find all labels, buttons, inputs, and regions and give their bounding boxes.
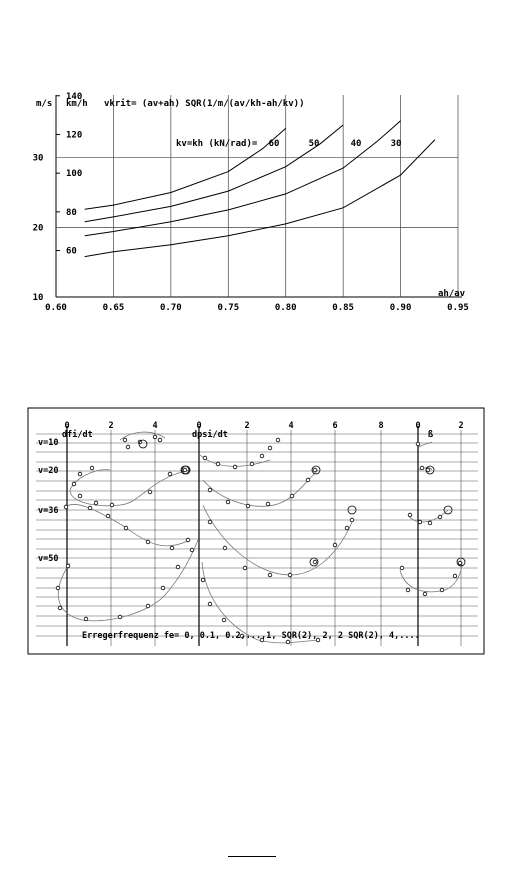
data-marker xyxy=(153,435,157,439)
top-tick-label: 6 xyxy=(332,421,338,431)
data-marker xyxy=(223,546,227,550)
series-label: 50 xyxy=(308,139,320,149)
trace-curve xyxy=(203,505,352,575)
data-marker xyxy=(216,462,220,466)
legend-caption: kv=kh (kN/rad)= xyxy=(176,139,258,149)
y-tick-label-kmh: 120 xyxy=(66,130,83,141)
data-marker xyxy=(416,442,420,446)
data-marker xyxy=(288,573,292,577)
data-marker xyxy=(243,566,247,570)
data-marker xyxy=(84,617,88,621)
data-marker xyxy=(106,514,110,518)
data-marker xyxy=(406,588,410,592)
data-marker xyxy=(268,573,272,577)
data-marker xyxy=(170,546,174,550)
x-tick-label: 0.80 xyxy=(274,303,297,313)
y-unit-ms: m/s xyxy=(36,99,53,109)
data-marker xyxy=(250,462,254,466)
top-tick-label: 2 xyxy=(458,421,464,431)
data-marker xyxy=(176,565,180,569)
data-marker xyxy=(458,561,462,565)
data-marker xyxy=(123,438,127,442)
trace-curve xyxy=(200,455,270,466)
data-marker xyxy=(208,488,212,492)
data-marker xyxy=(333,543,337,547)
data-marker xyxy=(190,548,194,552)
data-marker xyxy=(426,468,430,472)
data-marker xyxy=(428,521,432,525)
panel-label: ß xyxy=(428,430,434,440)
series-label: 40 xyxy=(350,139,362,149)
data-marker xyxy=(161,586,165,590)
row-label: v=36 xyxy=(38,506,59,516)
row-label: v=10 xyxy=(38,438,59,448)
data-marker xyxy=(203,456,207,460)
data-marker xyxy=(168,472,172,476)
trace-curve xyxy=(70,470,190,506)
data-marker xyxy=(276,438,280,442)
data-marker xyxy=(90,466,94,470)
data-marker xyxy=(72,482,76,486)
plot-frame xyxy=(28,408,484,654)
data-marker xyxy=(418,520,422,524)
data-marker xyxy=(208,520,212,524)
data-marker xyxy=(183,468,187,472)
top-tick-label: 8 xyxy=(378,421,384,431)
data-marker xyxy=(78,494,82,498)
data-marker xyxy=(124,526,128,530)
top-tick-label: 4 xyxy=(288,421,294,431)
x-tick-label: 0.85 xyxy=(332,303,354,313)
formula-text: vkrit= (av+ah) SQR(1/m/(av/kh-ah/kv)) xyxy=(104,99,305,109)
data-marker xyxy=(246,504,250,508)
x-tick-label: 0.75 xyxy=(217,303,240,313)
data-marker xyxy=(66,564,70,568)
data-marker xyxy=(345,526,349,530)
trace-curve xyxy=(65,504,190,546)
y-tick-label-ms: 10 xyxy=(32,293,44,303)
data-marker xyxy=(146,604,150,608)
x-axis-label: ah/av xyxy=(438,289,466,299)
y-unit-kmh: km/h xyxy=(66,99,88,109)
data-marker xyxy=(453,574,457,578)
data-marker xyxy=(201,578,205,582)
trace-curve xyxy=(58,540,198,621)
data-marker xyxy=(306,478,310,482)
data-marker xyxy=(208,602,212,606)
x-tick-label: 0.65 xyxy=(102,303,125,313)
data-marker xyxy=(148,490,152,494)
y-tick-label-ms: 30 xyxy=(32,153,44,164)
row-label: v=50 xyxy=(38,554,59,564)
x-tick-label: 0.70 xyxy=(160,303,182,313)
data-marker xyxy=(56,586,60,590)
trace-curve xyxy=(400,562,462,592)
data-marker xyxy=(260,454,264,458)
trace-curve xyxy=(203,470,318,506)
data-marker xyxy=(313,468,317,472)
data-marker xyxy=(423,592,427,596)
top-tick-label: 0 xyxy=(415,421,421,431)
top-tick-label: 2 xyxy=(108,421,114,431)
panel-label: dpsi/dt xyxy=(192,430,228,440)
y-tick-label-kmh: 100 xyxy=(66,169,83,180)
panel-label: dfi/dt xyxy=(62,430,93,440)
top-tick-label: 0 xyxy=(64,421,70,431)
data-marker xyxy=(420,466,424,470)
data-marker xyxy=(350,518,354,522)
data-marker xyxy=(266,502,270,506)
data-marker xyxy=(290,494,294,498)
series-label: 60 xyxy=(268,139,280,149)
data-marker xyxy=(438,515,442,519)
chart-caption: Erregerfrequenz fe= 0, 0.1, 0.2,...,1, SQR(2), 2, 2 SQR(2), 4,.... xyxy=(82,631,420,641)
data-marker xyxy=(118,615,122,619)
x-tick-label: 0.90 xyxy=(389,303,412,313)
data-marker xyxy=(158,438,162,442)
row-label: v=20 xyxy=(38,466,59,476)
top-tick-label: 0 xyxy=(196,421,202,431)
top-tick-label: 4 xyxy=(152,421,158,431)
y-tick-label-kmh: 60 xyxy=(66,246,77,257)
data-marker xyxy=(400,566,404,570)
data-marker xyxy=(408,513,412,517)
y-tick-label-ms: 20 xyxy=(32,223,44,234)
y-tick-label-kmh: 80 xyxy=(66,207,77,218)
data-marker xyxy=(313,560,317,564)
page-underline xyxy=(228,856,276,857)
data-marker xyxy=(94,501,98,505)
data-marker xyxy=(222,618,226,622)
data-marker xyxy=(126,445,130,449)
data-marker xyxy=(78,472,82,476)
top-tick-label: 2 xyxy=(244,421,250,431)
data-marker xyxy=(58,606,62,610)
data-marker xyxy=(268,446,272,450)
x-tick-label: 0.60 xyxy=(45,303,67,313)
data-marker xyxy=(110,503,114,507)
data-marker xyxy=(226,500,230,504)
series-label: 30 xyxy=(390,139,402,149)
data-marker xyxy=(146,540,150,544)
data-marker xyxy=(440,588,444,592)
x-tick-label: 0.95 xyxy=(447,303,469,313)
y-tick-label-kmh: 140 xyxy=(66,91,83,102)
data-marker xyxy=(186,538,190,542)
data-marker xyxy=(64,505,68,509)
data-marker xyxy=(88,506,92,510)
data-marker xyxy=(233,465,237,469)
